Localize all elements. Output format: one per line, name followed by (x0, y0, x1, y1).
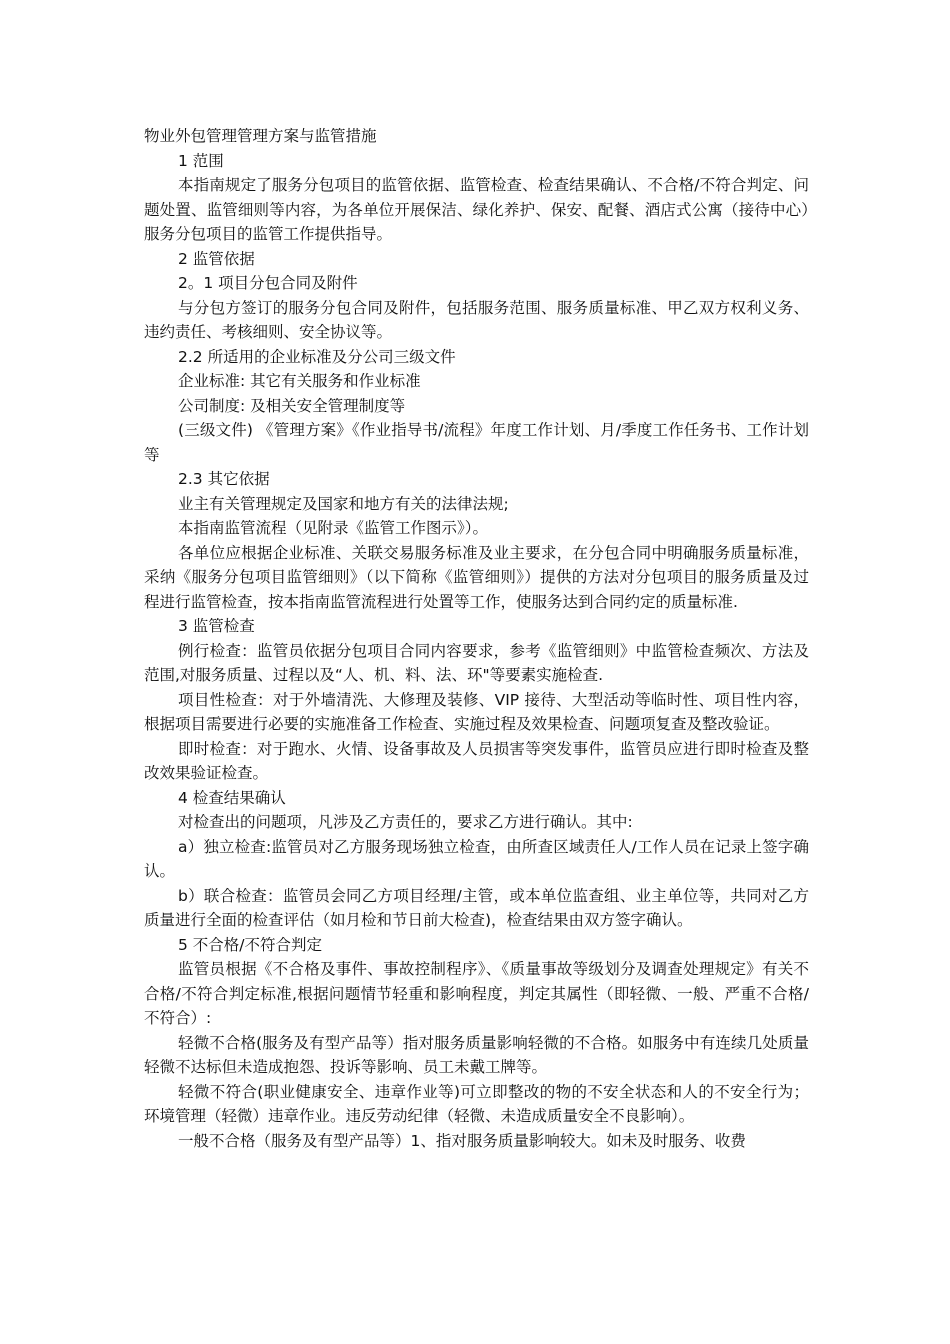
paragraph-enterprise-standard: 企业标准: 其它有关服务和作业标准 (178, 372, 421, 390)
paragraph-section-5-heading: 5 不合格/不符合判定 (178, 935, 323, 954)
paragraph-process: 本指南监管流程（见附录《监管工作图示》）。 (178, 519, 489, 537)
paragraph-section-2-2-heading: 2.2 所适用的企业标准及分公司三级文件 (178, 347, 456, 366)
paragraph-project-check: 项目性检查：对于外墙清洗、大修理及装修、VIP 接待、大型活动等临时性、项目性内容，根据项目需要进行必要的实施准备工作检查、实施过程及效果检查、问题项复查及整改验证。 (144, 690, 809, 733)
paragraph-section-2-heading: 2 监管依据 (178, 249, 255, 268)
paragraph-quality-standard: 各单位应根据企业标准、关联交易服务标准及业主要求，在分包合同中明确服务质量标准，采纳《服务分包项目监管细则》（以下简称《监管细则》）提供的方法对分包项目的服务质量及过程进行监管检查，按本指南监管流程进行处置等工作，使服务达到合同约定的质量标准. (144, 543, 809, 611)
paragraph-section-3-heading: 3 监管检查 (178, 617, 255, 635)
paragraph-routine-check: 例行检查：监管员依据分包项目合同内容要求，参考《监管细则》中监管检查频次、方法及范围,对服务质量、过程以及“人、机、料、法、环"等要素实施检查. (144, 641, 809, 684)
paragraph-contract: 与分包方签订的服务分包合同及附件，包括服务范围、服务质量标准、甲乙双方权利义务、违约责任、考核细则、安全协议等。 (144, 298, 809, 341)
paragraph-level-three-docs: (三级文件) 《管理方案》《作业指导书/流程》年度工作计划、月/季度工作任务书、工作计划等 (144, 421, 809, 464)
paragraph-minor-nonconformity: 轻微不合格(服务及有型产品等）指对服务质量影响轻微的不合格。如服务中有连续几处质量轻微不达标但未造成抱怨、投诉等影响、员工未戴工牌等。 (144, 1033, 809, 1076)
paragraph-company-rules: 公司制度: 及相关安全管理制度等 (178, 396, 406, 415)
paragraph-joint-check: b）联合检查：监管员会同乙方项目经理/主管，或本单位监查组、业主单位等，共同对乙方质量进行全面的检查评估（如月检和节日前大检查)，检查结果由双方签字确认。 (144, 886, 809, 929)
paragraph-owner-rules: 业主有关管理规定及国家和地方有关的法律法规; (178, 494, 509, 513)
paragraph-section-4-heading: 4 检查结果确认 (178, 788, 286, 807)
paragraph-section-2-3-heading: 2.3 其它依据 (178, 470, 270, 488)
document-page (144, 124, 809, 1153)
paragraph-section-2-1-heading: 2。1 项目分包合同及附件 (178, 274, 358, 292)
paragraph-section-1-heading: 1 范围 (178, 151, 224, 170)
paragraph-independent-check: a）独立检查:监管员对乙方服务现场独立检查，由所查区域责任人/工作人员在记录上签字确认。 (144, 837, 809, 880)
paragraph-general-nonconformity: 一般不合格（服务及有型产品等）1、指对服务质量影响较大。如未及时服务、收费 (178, 1131, 746, 1150)
paragraph-confirm-intro: 对检查出的问题项，凡涉及乙方责任的，要求乙方进行确认。其中: (178, 813, 633, 831)
paragraph-minor-noncompliance: 轻微不符合(职业健康安全、违章作业等)可立即整改的物的不安全状态和人的不安全行为；环境管理（轻微）违章作业。违反劳动纪律（轻微、未造成质量安全不良影响）。 (144, 1082, 809, 1125)
document-title: 物业外包管理管理方案与监管措施 (144, 127, 377, 145)
paragraph-scope: 本指南规定了服务分包项目的监管依据、监管检查、检查结果确认、不合格/不符合判定、问题处置、监管细则等内容，为各单位开展保洁、绿化养护、保安、配餐、酒店式公寓（接待中心）服务分包项目的监管工作提供指导。 (144, 176, 809, 243)
paragraph-judgement: 监管员根据《不合格及事件、事故控制程序》、《质量事故等级划分及调查处理规定》有关不合格/不符合判定标准,根据问题情节轻重和影响程度，判定其属性（即轻微、一般、严重不合格/不符合）: (144, 960, 809, 1027)
paragraph-immediate-check: 即时检查：对于跑水、火情、设备事故及人员损害等突发事件，监管员应进行即时检查及整改效果验证检查。 (144, 739, 809, 782)
